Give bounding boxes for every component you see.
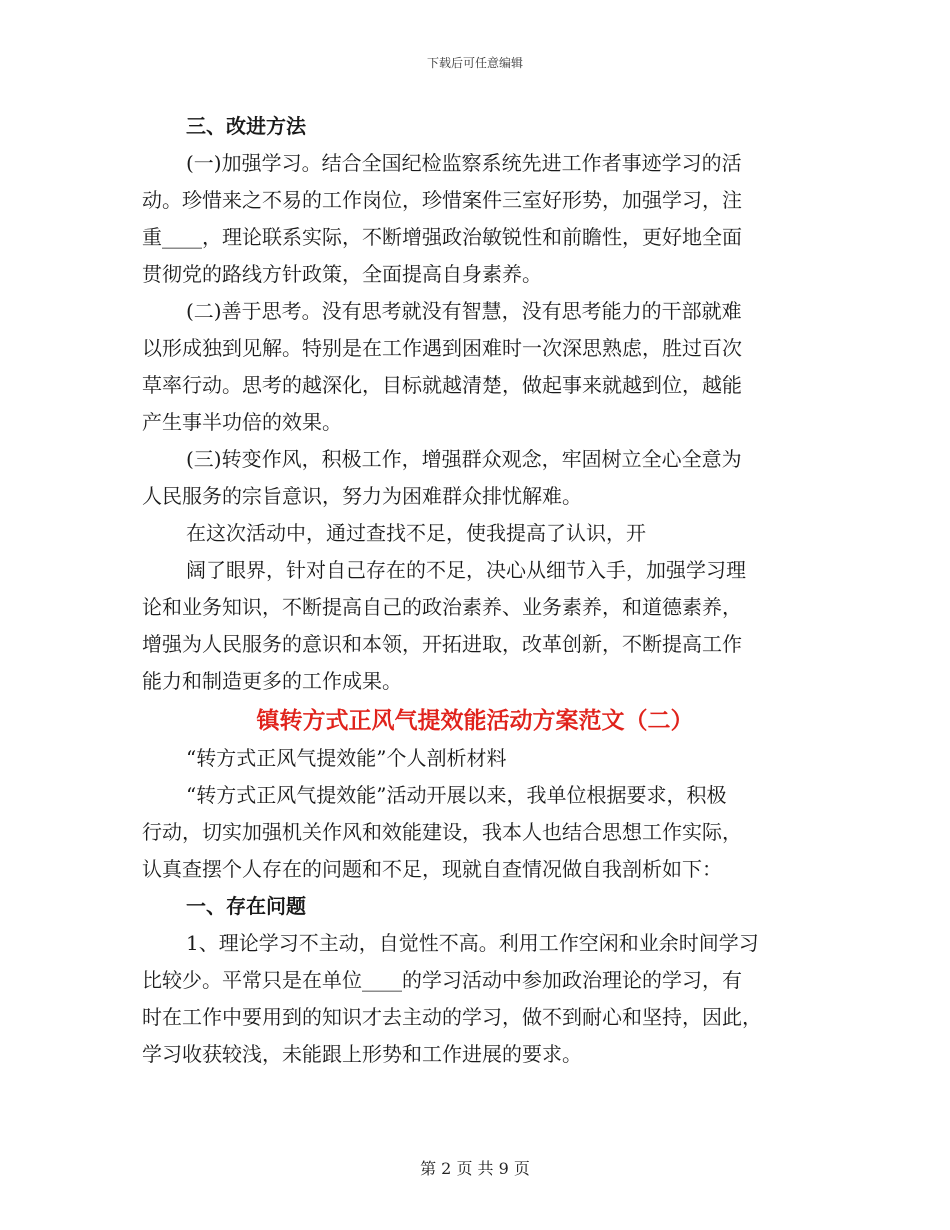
paragraph-line: 重____，理论联系实际，不断增强政治敏锐性和前瞻性，更好地全面 bbox=[142, 225, 742, 249]
paragraph-line: 比较少。平常只是在单位____的学习活动中参加政治理论的学习，有 bbox=[142, 968, 742, 992]
paragraph-line: 草率行动。思考的越深化，目标就越清楚，做起事来就越到位，越能 bbox=[142, 373, 742, 397]
section-heading: 一、存在问题 bbox=[186, 894, 306, 918]
paragraph-line: 贯彻党的路线方针政策，全面提高自身素养。 bbox=[142, 262, 542, 286]
paragraph-line: (三)转变作风，积极工作，增强群众观念，牢固树立全心全意为 bbox=[186, 447, 742, 471]
paragraph-line: 学习收获较浅，未能跟上形势和工作进展的要求。 bbox=[142, 1042, 582, 1066]
paragraph-line: 行动，切实加强机关作风和效能建设，我本人也结合思想工作实际， bbox=[142, 820, 742, 844]
paragraph-line: 产生事半功倍的效果。 bbox=[142, 410, 342, 434]
paragraph-line: 1、理论学习不主动，自觉性不高。利用工作空闲和业余时间学习 bbox=[186, 931, 759, 955]
paragraph-line: 增强为人民服务的意识和本领，开拓进取，改革创新，不断提高工作 bbox=[142, 632, 742, 656]
paragraph-line: 在这次活动中，通过查找不足，使我提高了认识，开 bbox=[186, 521, 646, 545]
section-improvement-methods bbox=[142, 108, 810, 700]
paragraph-line: 论和业务知识，不断提高自己的政治素养、业务素养，和道德素养， bbox=[142, 595, 742, 619]
page-number-footer: 第 2 页 共 9 页 bbox=[420, 1159, 530, 1178]
subtitle: “转方式正风气提效能”个人剖析材料 bbox=[186, 746, 507, 770]
document-title: 镇转方式正风气提效能活动方案范文（二） bbox=[256, 707, 694, 734]
paragraph-line: (一)加强学习。结合全国纪检监察系统先进工作者事迹学习的活 bbox=[186, 151, 742, 175]
paragraph-line: 人民服务的宗旨意识，努力为困难群众排忧解难。 bbox=[142, 484, 582, 508]
paragraph-line: (二)善于思考。没有思考就没有智慧，没有思考能力的干部就难 bbox=[186, 299, 742, 323]
page-header-note: 下载后可任意编辑 bbox=[426, 56, 523, 70]
section-self-analysis bbox=[142, 740, 810, 1073]
paragraph-line: 以形成独到见解。特别是在工作遇到困难时一次深思熟虑，胜过百次 bbox=[142, 336, 742, 360]
paragraph-line: 时在工作中要用到的知识才去主动的学习，做不到耐心和坚持，因此， bbox=[142, 1005, 762, 1029]
paragraph-line: 阔了眼界，针对自己存在的不足，决心从细节入手，加强学习理 bbox=[186, 558, 746, 582]
paragraph-line: 认真查摆个人存在的问题和不足，现就自查情况做自我剖析如下： bbox=[142, 857, 722, 881]
section-heading: 三、改进方法 bbox=[186, 114, 306, 138]
paragraph-line: 动。珍惜来之不易的工作岗位，珍惜案件三室好形势，加强学习，注 bbox=[142, 188, 742, 212]
paragraph-line: “转方式正风气提效能”活动开展以来，我单位根据要求，积极 bbox=[186, 783, 727, 807]
paragraph-line: 能力和制造更多的工作成果。 bbox=[142, 669, 402, 693]
